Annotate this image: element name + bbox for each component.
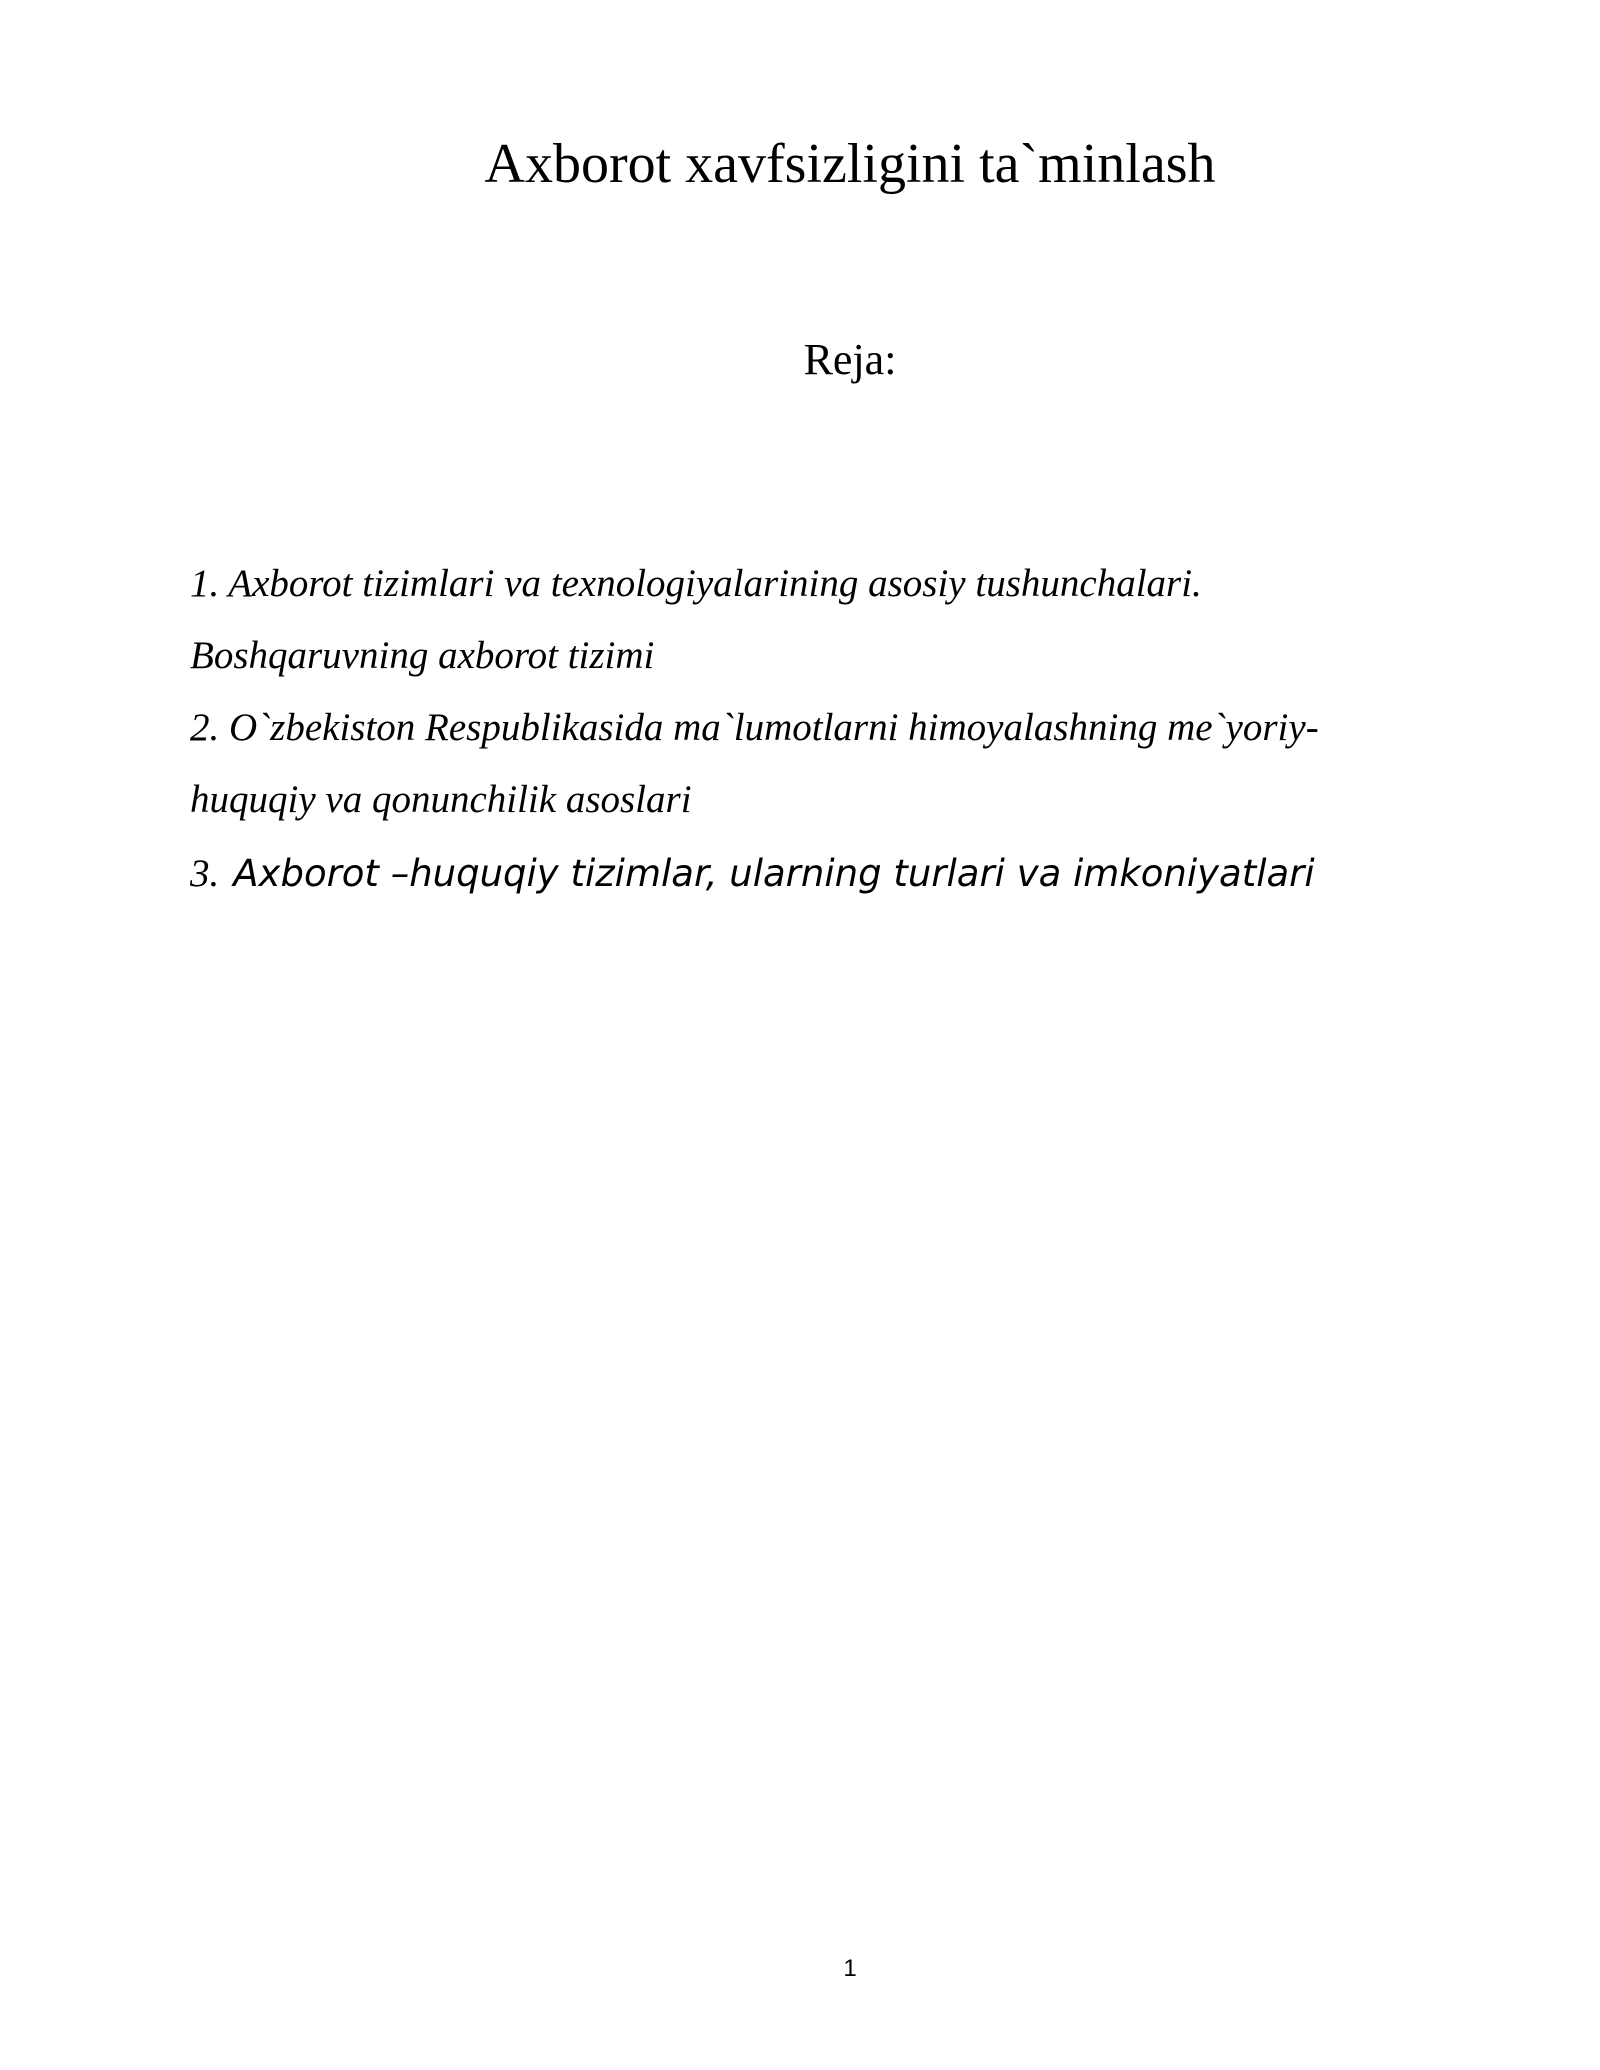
plan-item-3 xyxy=(190,838,1450,910)
plan-item-1-line-2: Boshqaruvning axborot tizimi xyxy=(190,634,655,677)
plan-item-2-line-1: 2. O`zbekiston Respublikasida ma`lumotlarni himoyalashning me`yoriy- xyxy=(190,706,1319,749)
page-number: 1 xyxy=(843,1955,857,1982)
plan-item-2-line-2: huquqiy va qonunchilik asoslari xyxy=(190,778,692,821)
plan-list xyxy=(190,548,1450,910)
plan-heading: Reja: xyxy=(803,335,897,384)
plan-item-1-line-1: 1. Axborot tizimlari va texnologiyalarining asosiy tushunchalari. xyxy=(190,562,1202,605)
plan-item-1 xyxy=(190,548,1450,692)
plan-item-3-number: 3. xyxy=(190,852,220,895)
plan-item-2 xyxy=(190,692,1450,836)
plan-item-3-text: Axborot –huquqiy tizimlar, ularning turlari va imkoniyatlari xyxy=(233,852,1315,895)
document-title: Axborot xavfsizligini ta`minlash xyxy=(484,133,1216,195)
